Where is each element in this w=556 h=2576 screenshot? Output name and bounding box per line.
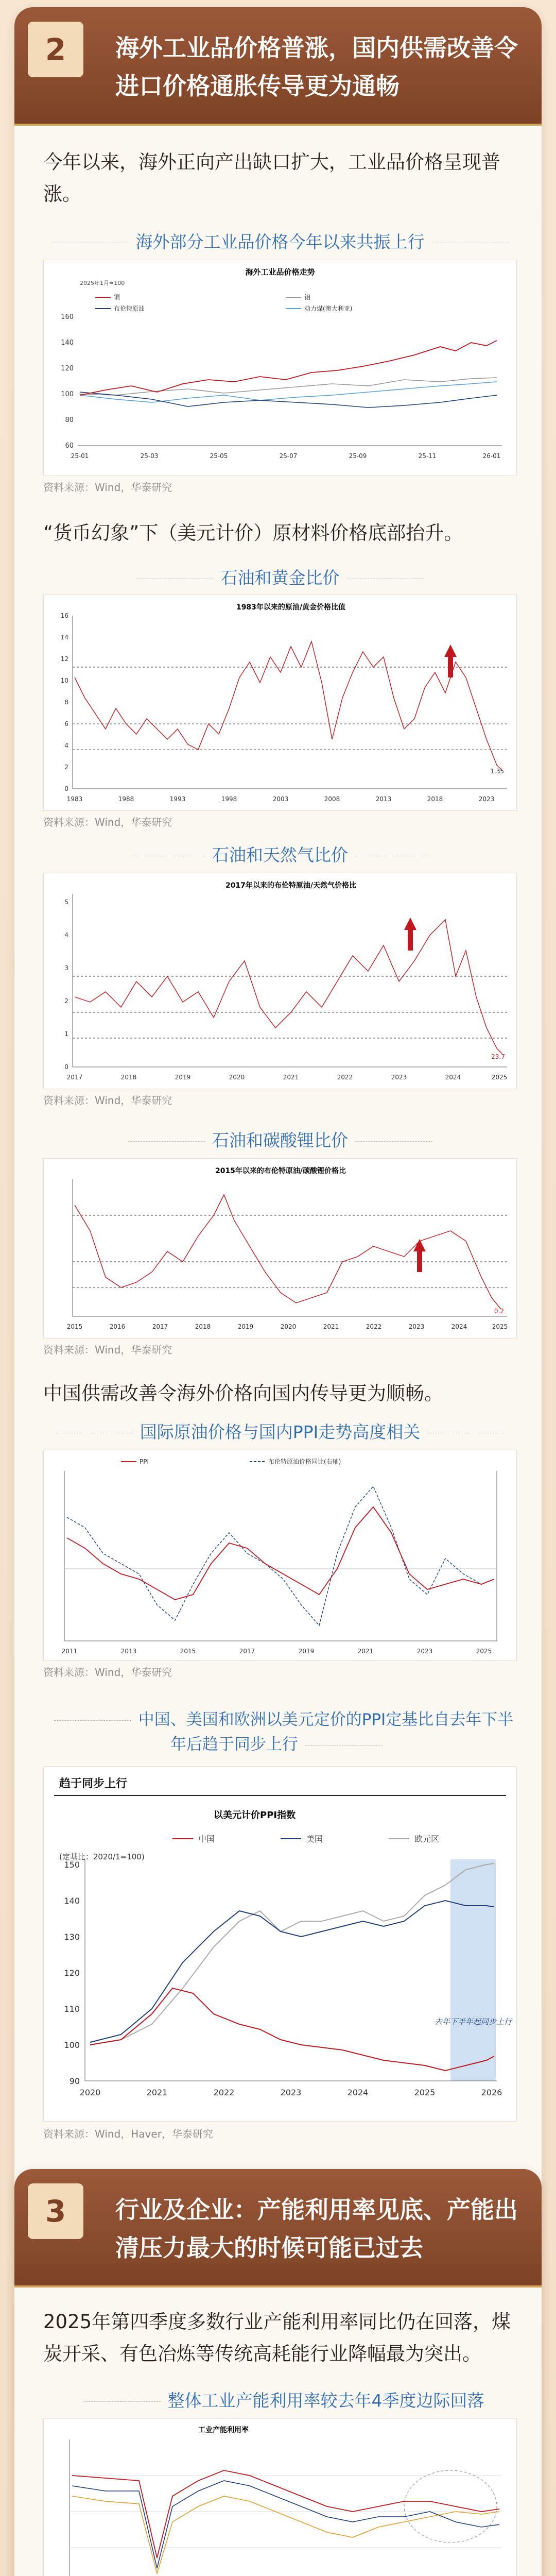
legend-item: 布伦特原油	[114, 305, 145, 312]
chart-source: 资料来源：Wind，Haver，华泰研究	[43, 2128, 213, 2140]
x-tick: 2024	[445, 1074, 461, 1081]
section-title: 行业及企业：产能利用率见底、产能出清压力最大的时候可能已过去	[115, 2196, 518, 2262]
chart-source: 资料来源：Wind，华泰研究	[43, 816, 172, 828]
y-tick: 100	[61, 391, 74, 398]
chart-capacity-utilization	[43, 2418, 517, 2576]
chart-overseas-prices	[43, 260, 517, 476]
chart-heading: 海外部分工业品价格今年以来共振上行	[43, 229, 517, 256]
y-tick: 150	[64, 1860, 80, 1870]
x-tick: 2025	[476, 1648, 492, 1655]
x-tick: 2023	[416, 1648, 433, 1655]
y-tick: 12	[60, 655, 68, 663]
end-label: 23.7	[491, 1053, 505, 1060]
legend-item: 铝	[304, 294, 311, 301]
chart-heading: 中国、美国和欧洲以美元定价的PPI定基比自去年下半年后趋于同步上行	[43, 1707, 517, 1757]
legend-item: 美国	[306, 1834, 323, 1844]
panel-title: 趋于同步上行	[59, 1777, 128, 1790]
x-tick: 2017	[66, 1074, 83, 1081]
y-tick: 120	[64, 1968, 80, 1978]
x-tick: 2023	[280, 2088, 302, 2097]
paragraph: “货币幻象”下（美元计价）原材料价格底部抬升。	[43, 522, 463, 544]
x-tick: 2013	[375, 795, 392, 803]
chart-oil-gold	[43, 595, 517, 811]
x-tick: 26-01	[482, 452, 501, 460]
section-3-header	[14, 2169, 542, 2287]
legend-item: 布伦特原油价格同比(右轴)	[268, 1458, 341, 1465]
y-tick: 110	[64, 2004, 80, 2014]
x-tick: 2025	[491, 1074, 508, 1081]
chart-inner-title: 以美元计价PPI指数	[214, 1810, 296, 1821]
chart-oil-lithium	[43, 1158, 517, 1338]
y-tick: 130	[64, 1932, 80, 1942]
chart-inner-title: 2015年以来的布伦特原油/碳酸锂价格比	[215, 1167, 346, 1175]
chart-heading: 国际原油价格与国内PPI走势高度相关	[43, 1419, 517, 1446]
y-tick: 8	[64, 699, 68, 706]
paragraph: 中国供需改善令海外价格向国内传导更为顺畅。	[43, 1382, 443, 1404]
y-tick: 1	[64, 1030, 68, 1038]
x-tick: 2020	[280, 1323, 297, 1330]
y-tick: 90	[69, 2076, 80, 2086]
y-tick: 5	[64, 899, 68, 906]
y-tick: 14	[60, 634, 68, 641]
highlight-band	[450, 1859, 496, 2081]
legend-item: 铜	[114, 294, 120, 301]
chart-inner-title: 2017年以来的布伦特原油/天然气价格比	[225, 882, 357, 890]
x-tick: 2020	[229, 1074, 245, 1081]
x-tick: 2022	[337, 1074, 353, 1081]
x-tick: 2019	[237, 1323, 254, 1330]
y-tick: 2	[64, 764, 68, 771]
x-tick: 2018	[195, 1323, 211, 1330]
x-tick: 2017	[239, 1648, 255, 1655]
x-tick: 2017	[152, 1323, 168, 1330]
chart-heading: 石油和碳酸锂比价	[43, 1127, 517, 1154]
chart-heading: 石油和黄金比价	[43, 565, 517, 591]
x-tick: 1993	[169, 795, 186, 803]
x-tick: 25-07	[279, 452, 298, 460]
x-tick: 2019	[175, 1074, 191, 1081]
x-tick: 25-03	[140, 452, 159, 460]
x-tick: 2026	[481, 2088, 502, 2097]
base-note: (定基比：2020/1=100)	[59, 1852, 145, 1861]
x-tick: 2024	[347, 2088, 369, 2097]
x-tick: 2013	[120, 1648, 137, 1655]
section-number: 2	[28, 22, 83, 77]
y-tick: 120	[61, 365, 74, 372]
chart-inner-title: 海外工业品价格走势	[245, 267, 315, 277]
y-tick: 4	[64, 742, 68, 749]
y-tick: 3	[64, 964, 68, 972]
y-tick: 100	[64, 2040, 80, 2050]
x-tick: 2018	[427, 795, 443, 803]
x-tick: 2019	[298, 1648, 315, 1655]
x-tick: 2020	[79, 2088, 101, 2097]
legend-item: PPI	[140, 1458, 149, 1465]
y-tick: 10	[60, 677, 68, 684]
y-tick: 2	[64, 997, 68, 1005]
x-tick: 2022	[366, 1323, 382, 1330]
y-tick: 140	[64, 1896, 80, 1906]
x-tick: 2022	[213, 2088, 235, 2097]
end-label: 1.35	[490, 768, 504, 775]
x-tick: 1983	[66, 795, 83, 803]
y-tick: 60	[65, 442, 74, 450]
legend-item: 中国	[198, 1834, 215, 1844]
x-tick: 2011	[61, 1648, 78, 1655]
x-tick: 2024	[451, 1323, 467, 1330]
x-tick: 2008	[324, 795, 340, 803]
x-tick: 2016	[109, 1323, 126, 1330]
x-tick: 25-09	[349, 452, 367, 460]
y-tick: 140	[61, 339, 74, 347]
x-tick: 2023	[478, 795, 495, 803]
chart-usd-ppi	[43, 1766, 517, 2122]
x-tick: 2021	[283, 1074, 299, 1081]
chart-source: 资料来源：Wind，华泰研究	[43, 1094, 172, 1107]
y-tick: 0	[64, 1063, 68, 1071]
chart-heading: 石油和天然气比价	[43, 842, 517, 869]
x-tick: 25-01	[71, 452, 89, 460]
chart-oil-gas	[43, 873, 517, 1089]
x-tick: 1988	[118, 795, 134, 803]
chart-inner-title: 1983年以来的原油/黄金价格比值	[236, 603, 346, 612]
x-tick: 2025	[492, 1323, 508, 1330]
end-label: 0.2	[494, 1308, 504, 1315]
x-tick: 2015	[66, 1323, 83, 1330]
chart-oil-ppi	[43, 1450, 517, 1661]
y-tick: 6	[64, 720, 68, 727]
x-tick: 2003	[272, 795, 289, 803]
section-3-card	[14, 2169, 542, 2576]
section-title: 海外工业品价格普涨，国内供需改善令进口价格通胀传导更为通畅	[115, 34, 518, 100]
annotation	[435, 2017, 513, 2026]
x-tick: 2025	[414, 2088, 436, 2097]
y-tick: 160	[61, 313, 74, 321]
chart-source: 资料来源：Wind，华泰研究	[43, 1666, 172, 1679]
x-tick: 25-11	[418, 452, 437, 460]
section-2-header	[14, 7, 542, 126]
x-tick: 1998	[221, 795, 237, 803]
y-tick: 16	[60, 612, 68, 619]
annotation-text: 去年下半年起同步上行	[434, 2017, 512, 2026]
paragraph: 今年以来，海外正向产出缺口扩大，工业品价格呈现普涨。	[43, 151, 500, 205]
y-tick: 4	[64, 931, 68, 939]
x-tick: 25-05	[210, 452, 228, 460]
x-tick: 2015	[180, 1648, 196, 1655]
section-number: 3	[28, 2183, 83, 2239]
chart-source: 资料来源：Wind，华泰研究	[43, 1344, 172, 1356]
x-tick: 2023	[408, 1323, 425, 1330]
x-tick: 2018	[120, 1074, 137, 1081]
legend-item: 动力煤(澳大利亚)	[304, 305, 353, 312]
chart-inner-title: 工业产能利用率	[198, 2426, 249, 2434]
chart-heading: 整体工业产能利用率较去年4季度边际回落	[43, 2387, 517, 2441]
legend-item: 欧元区	[414, 1834, 440, 1844]
chart-source: 资料来源：Wind，华泰研究	[43, 481, 172, 494]
x-tick: 2021	[357, 1648, 374, 1655]
x-tick: 2021	[323, 1323, 339, 1330]
y-tick: 0	[64, 785, 68, 792]
x-tick: 2023	[391, 1074, 407, 1081]
y-tick: 80	[65, 416, 74, 424]
x-tick: 2021	[146, 2088, 168, 2097]
chart-note: 2025年1月=100	[80, 280, 125, 286]
paragraph: 2025年第四季度多数行业产能利用率同比仍在回落，煤炭开采、有色冶炼等传统高耗能行业降幅最为突出。	[43, 2311, 511, 2365]
